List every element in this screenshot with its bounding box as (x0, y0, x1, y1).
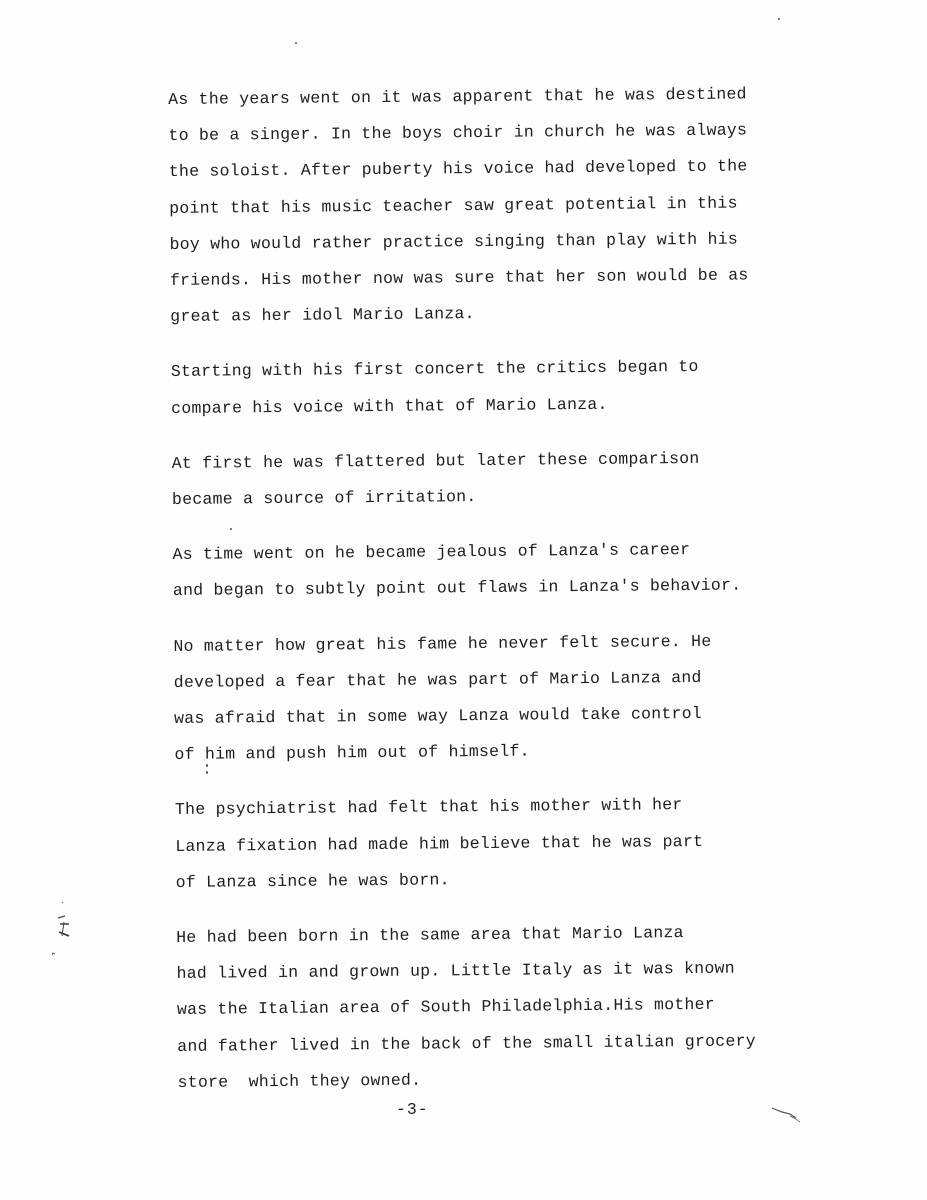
scan-speck (206, 771, 208, 774)
text-line: to be a singer. In the boys choir in church he was always (168, 120, 748, 146)
paragraph-5 (173, 622, 834, 773)
text-line: compare his voice with that of Mario Lanza. (171, 394, 608, 418)
text-line: and began to subtly point out flaws in Lanza's behavior. (172, 575, 742, 601)
text-line: of him and push him out of himself. (174, 741, 530, 765)
text-line: was afraid that in some way Lanza would take control (174, 703, 703, 729)
text-line: point that his music teacher saw great potential in this (169, 193, 738, 218)
paragraph-3 (171, 439, 832, 518)
text-line: He had been born in the same area that Mario Lanza (176, 923, 684, 948)
text-line: became a source of irritation. (171, 487, 477, 510)
text-line: boy who would rather practice singing than play with his (169, 229, 739, 254)
page-number: -3- (396, 1100, 429, 1119)
paragraph-7 (176, 914, 838, 1101)
text-line: friends. His mother now was sure that her son would be as (169, 265, 749, 291)
text-line: store which they owned. (177, 1070, 422, 1092)
text-line: and father lived in the back of the small italian grocery (177, 1031, 756, 1056)
text-line: of Lanza since he was born. (175, 870, 450, 892)
paragraph-1 (168, 76, 830, 336)
margin-scribble-mark (52, 900, 88, 970)
scan-speck (295, 42, 297, 44)
text-line: At first he was flattered but later these comparison (171, 448, 700, 473)
paragraph-2 (171, 348, 832, 427)
paragraph-6 (175, 786, 836, 901)
text-line: As the years went on it was apparent that he was destined (168, 84, 747, 109)
paragraph-4 (172, 531, 833, 610)
scan-speck (778, 18, 780, 20)
text-line: The psychiatrist had felt that his mother with her (174, 795, 683, 820)
scan-speck (206, 764, 208, 767)
text-line: As time went on he became jealous of Lanza's career (172, 540, 691, 565)
scan-speck (230, 528, 232, 530)
text-line: developed a fear that he was part of Mario Lanza and (173, 667, 702, 692)
body-text (168, 76, 838, 1120)
corner-scribble-mark (770, 1100, 810, 1130)
text-line: Lanza fixation had made him believe that he was part (175, 831, 704, 856)
text-line: Starting with his first concert the critics began to (170, 357, 699, 382)
text-line: great as her idol Mario Lanza. (170, 304, 475, 327)
text-line: was the Italian area of South Philadelphia.His mother (176, 995, 716, 1020)
text-line: No matter how great his fame he never felt secure. He (173, 631, 712, 656)
text-line: the soloist. After puberty his voice had developed to the (168, 156, 748, 182)
text-line: had lived in and grown up. Little Italy as it was known (176, 958, 735, 984)
